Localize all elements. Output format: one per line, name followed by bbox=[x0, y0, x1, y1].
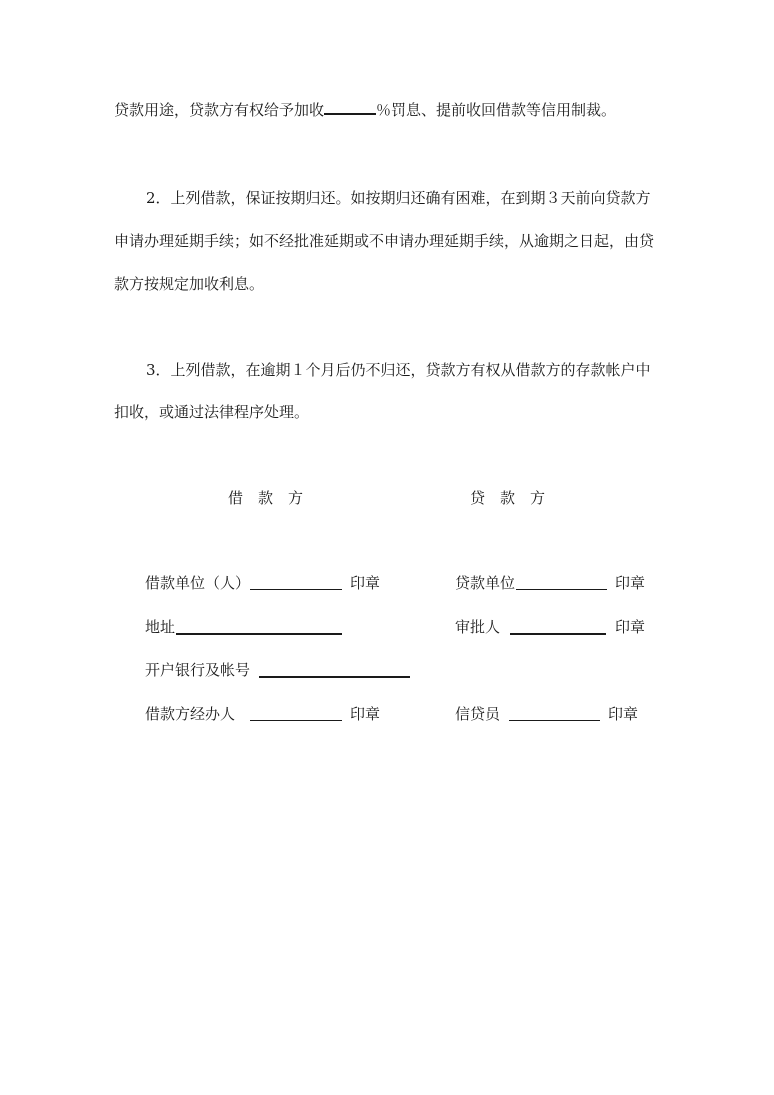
clause3-line-1: 3．上列借款，在逾期１个月后仍不归还，贷款方有权从借款方的存款帐户中 bbox=[146, 361, 651, 379]
approver-seal: 印章 bbox=[615, 618, 646, 636]
borrower-heading: 借款方 bbox=[228, 489, 319, 507]
address-row bbox=[145, 617, 395, 637]
clause2-line-3: 款方按规定加收利息。 bbox=[114, 275, 265, 293]
credit-officer-blank[interactable] bbox=[509, 706, 600, 721]
lender-unit-seal: 印章 bbox=[615, 574, 646, 592]
borrower-unit-row bbox=[145, 573, 395, 593]
bank-account-blank[interactable] bbox=[259, 662, 410, 678]
credit-officer-label: 信贷员 bbox=[455, 705, 501, 723]
penalty-rate-blank[interactable] bbox=[324, 99, 376, 115]
address-blank[interactable] bbox=[176, 619, 342, 635]
borrower-agent-blank[interactable] bbox=[250, 706, 342, 721]
borrower-agent-row bbox=[145, 704, 395, 724]
clause1-line bbox=[114, 99, 616, 120]
borrower-unit-seal: 印章 bbox=[350, 574, 381, 592]
bank-account-row bbox=[145, 660, 415, 680]
clause1-text-after: ％罚息、提前收回借款等信用制裁。 bbox=[376, 101, 617, 119]
borrower-unit-label: 借款单位（人） bbox=[145, 574, 251, 592]
lender-heading: 贷款方 bbox=[470, 489, 561, 507]
approver-row bbox=[455, 617, 655, 637]
clause1-text-before: 贷款用途，贷款方有权给予加收 bbox=[114, 101, 325, 119]
lender-unit-blank[interactable] bbox=[516, 575, 607, 590]
credit-officer-row bbox=[455, 704, 655, 724]
lender-unit-label: 贷款单位 bbox=[455, 574, 516, 592]
clause2-line-1: 2．上列借款，保证按期归还。如按期归还确有困难，在到期３天前向贷款方 bbox=[146, 189, 651, 207]
credit-officer-seal: 印章 bbox=[608, 705, 639, 723]
bank-account-label: 开户银行及帐号 bbox=[145, 661, 251, 679]
approver-blank[interactable] bbox=[510, 619, 606, 635]
clause3-line-2: 扣收，或通过法律程序处理。 bbox=[114, 403, 310, 421]
approver-label: 审批人 bbox=[455, 618, 501, 636]
clause2-line-2: 申请办理延期手续；如不经批准延期或不申请办理延期手续，从逾期之日起，由贷 bbox=[114, 232, 655, 250]
address-label: 地址 bbox=[145, 618, 176, 636]
borrower-unit-blank[interactable] bbox=[250, 575, 342, 590]
borrower-agent-label: 借款方经办人 bbox=[145, 705, 236, 723]
lender-unit-row bbox=[455, 573, 655, 593]
borrower-agent-seal: 印章 bbox=[350, 705, 381, 723]
